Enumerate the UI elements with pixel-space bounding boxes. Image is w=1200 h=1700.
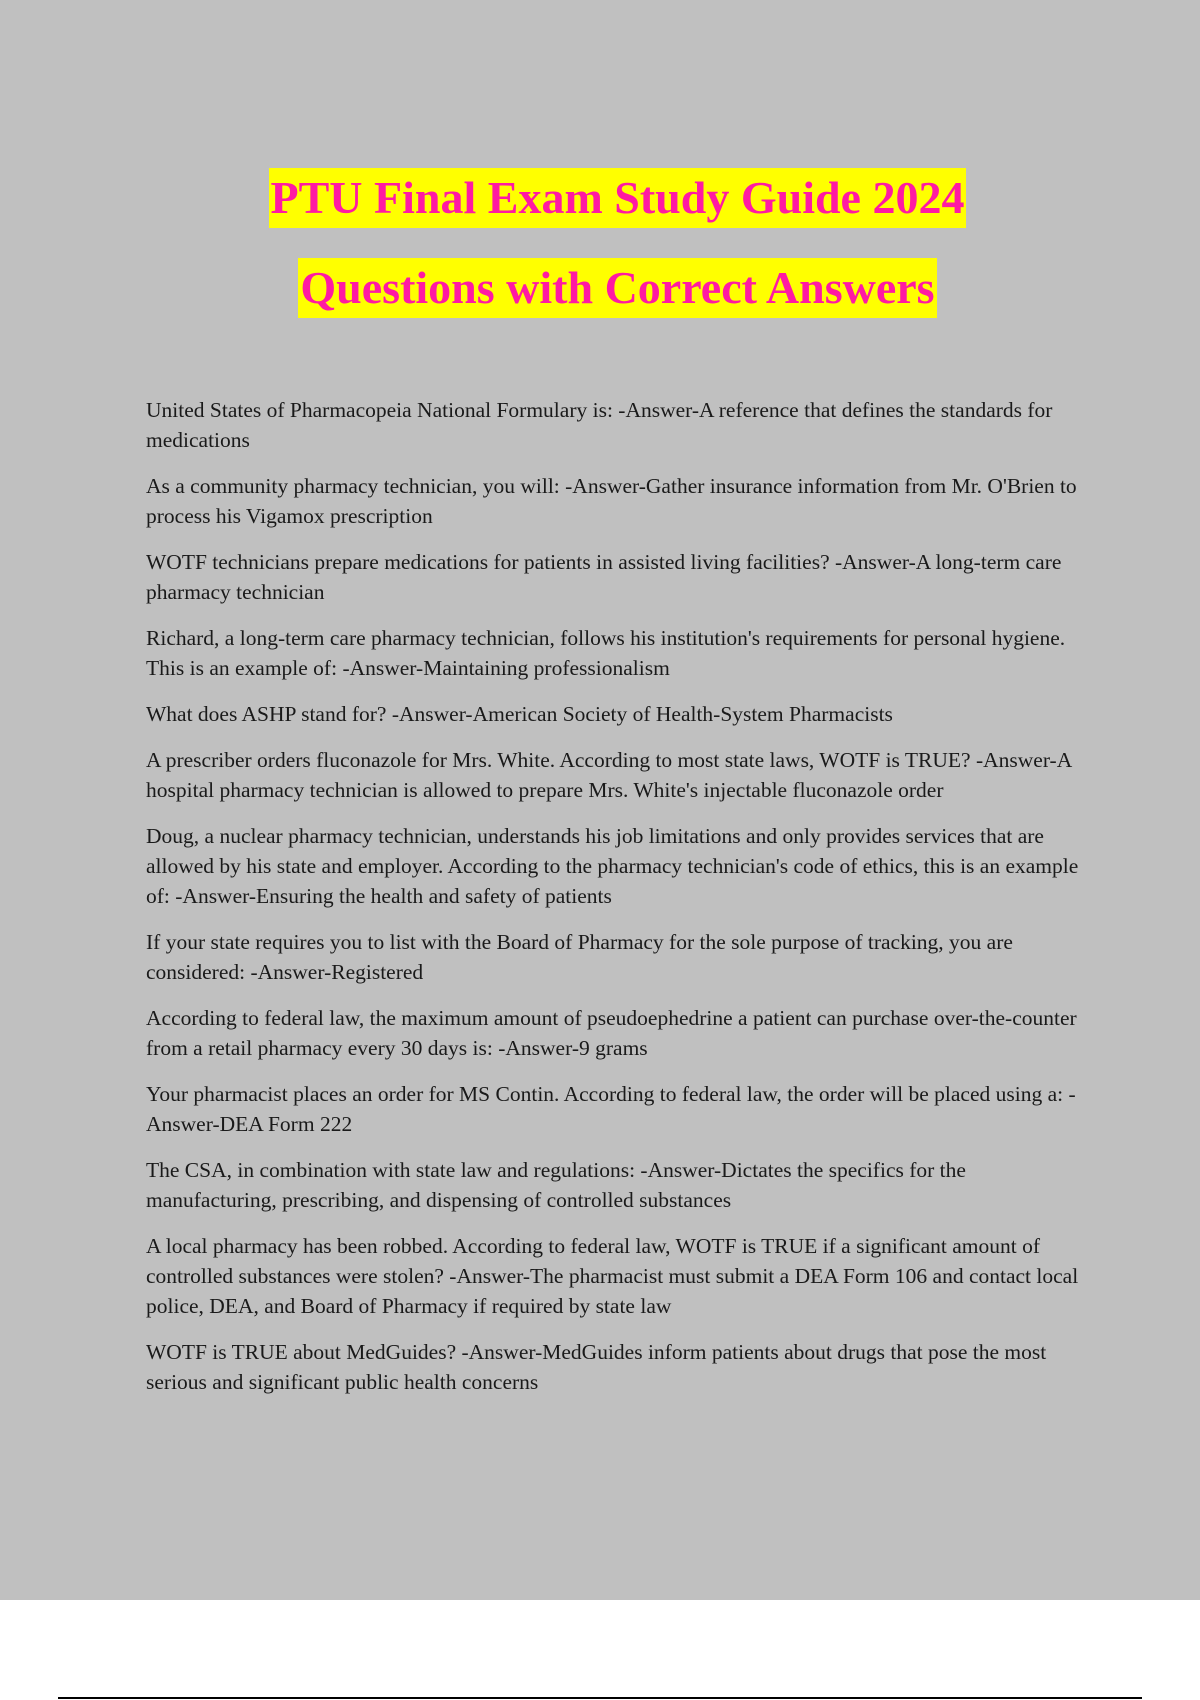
qa-item: What does ASHP stand for? -Answer-American Society of Health-System Pharmacists	[146, 702, 893, 726]
qa-item: A prescriber orders fluconazole for Mrs. White. According to most state laws, WOTF is TRUE? -Answer-A hospital pharmacy technician is allowed to prepare Mrs. White's injectable fluconazole order	[146, 748, 1072, 802]
qa-item: Richard, a long-term care pharmacy technician, follows his institution's requirements for personal hygiene. This is an example of: -Answer-Maintaining professionalism	[146, 626, 1066, 680]
qa-list	[146, 395, 1096, 1413]
qa-item: As a community pharmacy technician, you will: -Answer-Gather insurance information from Mr. O'Brien to process his Vigamox prescription	[146, 474, 1077, 528]
qa-item: A local pharmacy has been robbed. According to federal law, WOTF is TRUE if a significant amount of controlled substances were stolen? -Answer-The pharmacist must submit a DEA Form 106 and contact local police, DEA, and Board of Pharmacy if required by state law	[146, 1234, 1079, 1318]
qa-item: The CSA, in combination with state law and regulations: -Answer-Dictates the specifics for the manufacturing, prescribing, and dispensing of controlled substances	[146, 1158, 966, 1212]
qa-item: WOTF technicians prepare medications for patients in assisted living facilities? -Answer-A long-term care pharmacy technician	[146, 550, 1062, 604]
qa-item: Doug, a nuclear pharmacy technician, understands his job limitations and only provides services that are allowed by his state and employer. According to the pharmacy technician's code of ethics, this is an example of: -Answer-Ensuring the health and safety of patients	[146, 824, 1079, 908]
qa-item: If your state requires you to list with the Board of Pharmacy for the sole purpose of tracking, you are considered: -Answer-Registered	[146, 930, 1013, 984]
document-title	[0, 168, 1200, 318]
title-line-2: Questions with Correct Answers	[298, 258, 936, 318]
qa-item: Your pharmacist places an order for MS Contin. According to federal law, the order will be placed using a: -Answer-DEA Form 222	[146, 1082, 1076, 1136]
footer-divider	[58, 1697, 1142, 1699]
qa-item: WOTF is TRUE about MedGuides? -Answer-MedGuides inform patients about drugs that pose the most serious and significant public health concerns	[146, 1340, 1047, 1394]
title-line-1: PTU Final Exam Study Guide 2024	[269, 168, 967, 228]
qa-item: United States of Pharmacopeia National Formulary is: -Answer-A reference that defines the standards for medications	[146, 398, 1053, 452]
qa-item: According to federal law, the maximum amount of pseudoephedrine a patient can purchase over-the-counter from a retail pharmacy every 30 days is: -Answer-9 grams	[146, 1006, 1077, 1060]
